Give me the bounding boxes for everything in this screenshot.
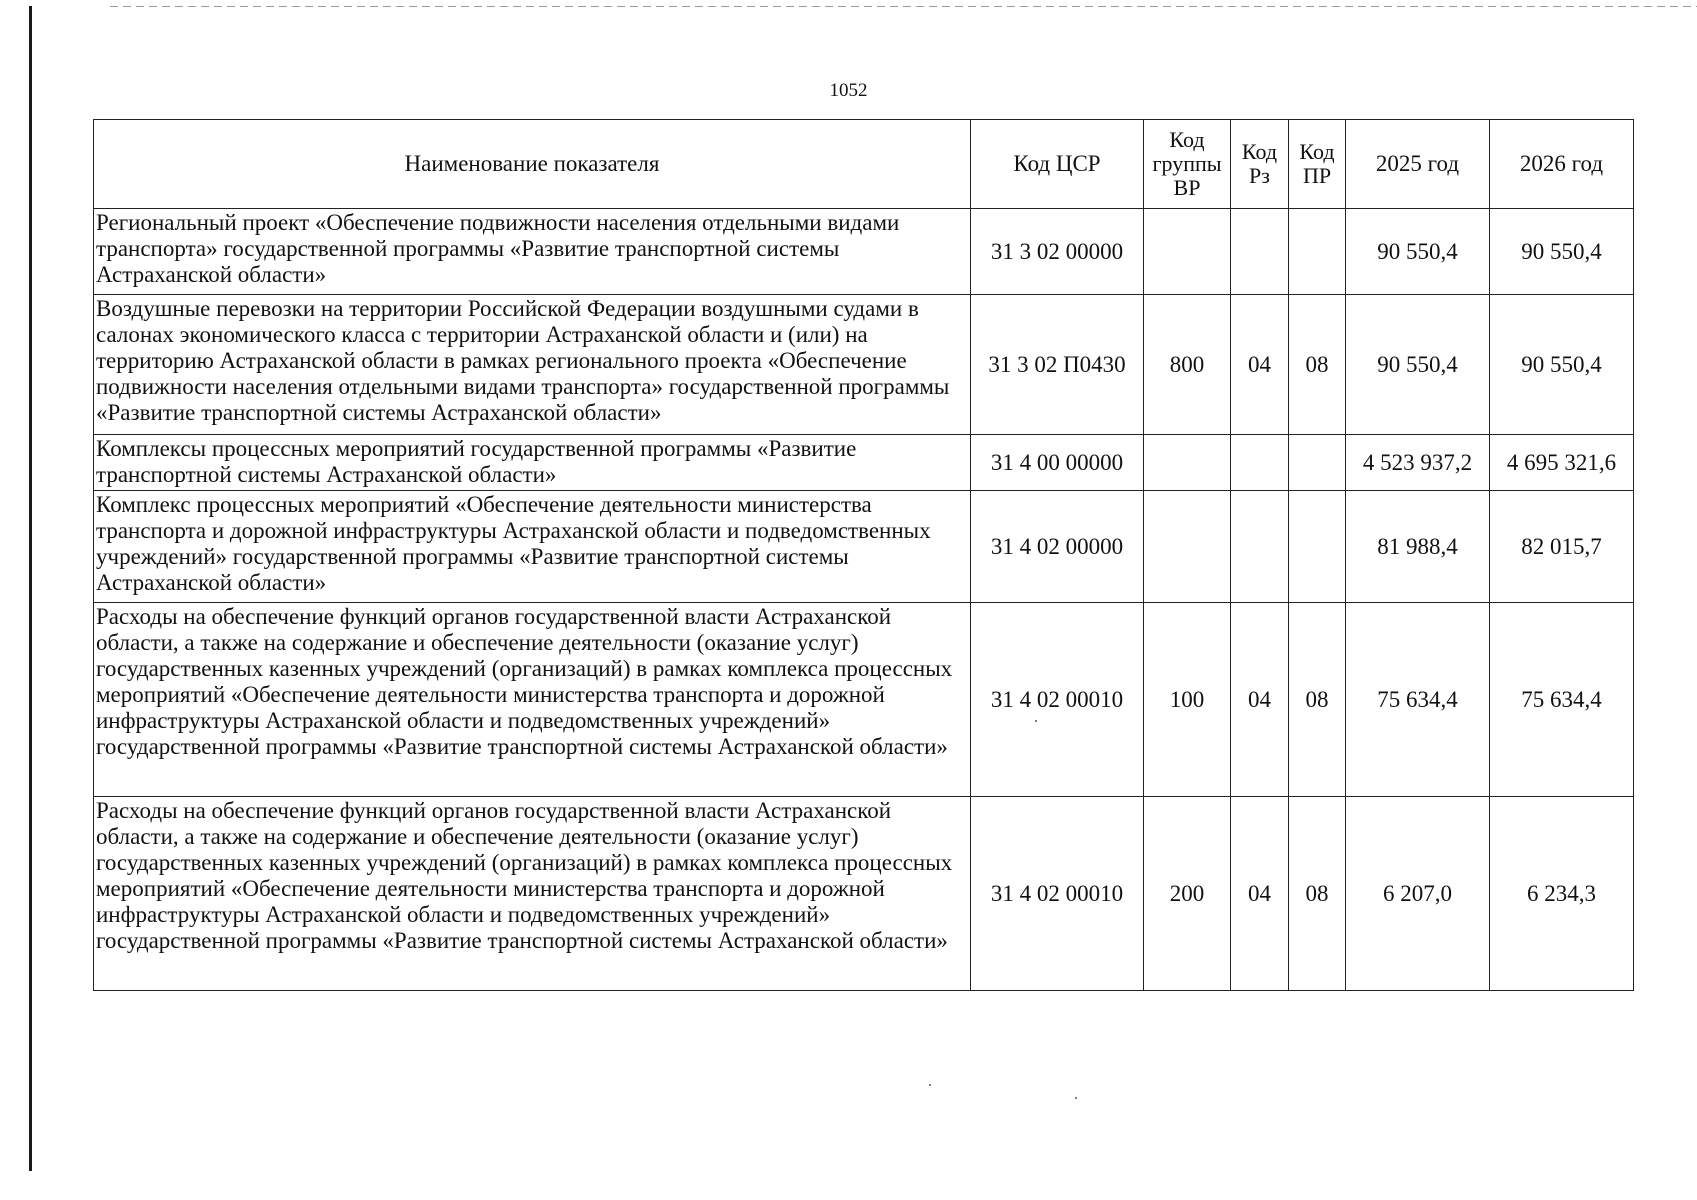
row-value-2026: 90 550,4	[1490, 295, 1634, 435]
row-vr-code	[1144, 491, 1231, 603]
budget-table	[93, 119, 1634, 991]
row-value-2026: 75 634,4	[1490, 603, 1634, 797]
row-pr-code: 08	[1289, 797, 1346, 991]
row-vr-code: 200	[1144, 797, 1231, 991]
row-csr-code: 31 4 02 00010	[971, 797, 1144, 991]
row-csr-code: 31 4 02 00010	[971, 603, 1144, 797]
row-vr-code: 800	[1144, 295, 1231, 435]
row-pr-code: 08	[1289, 603, 1346, 797]
row-vr-code: 100	[1144, 603, 1231, 797]
row-value-2025: 90 550,4	[1346, 209, 1490, 295]
row-value-2025: 75 634,4	[1346, 603, 1490, 797]
row-name: Региональный проект «Обеспечение подвижности населения отдельными видами транспорта» государственной программы «Развитие транспортной системы Астраханской области»	[94, 209, 971, 295]
header-pr-code: Код ПР	[1289, 120, 1346, 209]
row-name: Воздушные перевозки на территории Российской Федерации воздушными судами в салонах экономического класса с территории Астраханской области и (или) на территорию Астраханской области в рамках регионального проекта «Обеспечение подвижности населения отдельными видами транспорта» государственной программы «Развитие транспортной системы Астраханской области»	[94, 295, 971, 435]
page-number: 1052	[829, 80, 868, 101]
table-row	[94, 491, 1634, 603]
header-rz-code: Код Рз	[1231, 120, 1289, 209]
row-value-2026: 6 234,3	[1490, 797, 1634, 991]
table-row	[94, 603, 1634, 797]
table-row	[94, 435, 1634, 491]
row-rz-code: 04	[1231, 797, 1289, 991]
row-vr-code	[1144, 209, 1231, 295]
row-rz-code	[1231, 435, 1289, 491]
row-pr-code	[1289, 209, 1346, 295]
row-rz-code	[1231, 491, 1289, 603]
row-name: Расходы на обеспечение функций органов государственной власти Астраханской области, а также на содержание и обеспечение деятельности (оказание услуг) государственных казенных учреждений (организаций) в рамках комплекса процессных мероприятий «Обеспечение деятельности министерства транспорта и дорожной инфраструктуры Астраханской области и подведомственных учреждений» государственной программы «Развитие транспортной системы Астраханской области»	[94, 603, 971, 797]
row-name: Комплексы процессных мероприятий государственной программы «Развитие транспортной системы Астраханской области»	[94, 435, 971, 491]
header-year-2026: 2026 год	[1490, 120, 1634, 209]
header-csr-code: Код ЦСР	[971, 120, 1144, 209]
scan-left-edge-line	[29, 6, 32, 1171]
row-csr-code: 31 3 02 П0430	[971, 295, 1144, 435]
row-value-2026: 4 695 321,6	[1490, 435, 1634, 491]
row-value-2025: 81 988,4	[1346, 491, 1490, 603]
table-header-row	[94, 120, 1634, 209]
row-name: Расходы на обеспечение функций органов государственной власти Астраханской области, а также на содержание и обеспечение деятельности (оказание услуг) государственных казенных учреждений (организаций) в рамках комплекса процессных мероприятий «Обеспечение деятельности министерства транспорта и дорожной инфраструктуры Астраханской области и подведомственных учреждений» государственной программы «Развитие транспортной системы Астраханской области»	[94, 797, 971, 991]
row-value-2025: 4 523 937,2	[1346, 435, 1490, 491]
header-vr-group-code: Код группы ВР	[1144, 120, 1231, 209]
row-csr-code: 31 4 02 00000	[971, 491, 1144, 603]
row-csr-code: 31 4 00 00000	[971, 435, 1144, 491]
table-row	[94, 295, 1634, 435]
row-rz-code: 04	[1231, 603, 1289, 797]
row-name: Комплекс процессных мероприятий «Обеспечение деятельности министерства транспорта и дорожной инфраструктуры Астраханской области и подведомственных учреждений» государственной программы «Развитие транспортной системы Астраханской области»	[94, 491, 971, 603]
table-row	[94, 209, 1634, 295]
row-pr-code	[1289, 435, 1346, 491]
table-row	[94, 797, 1634, 991]
row-pr-code: 08	[1289, 295, 1346, 435]
row-value-2025: 6 207,0	[1346, 797, 1490, 991]
scan-speck	[1075, 1097, 1077, 1099]
row-pr-code	[1289, 491, 1346, 603]
row-rz-code	[1231, 209, 1289, 295]
scan-speck	[1035, 720, 1037, 722]
header-name: Наименование показателя	[94, 120, 971, 209]
row-rz-code: 04	[1231, 295, 1289, 435]
row-value-2025: 90 550,4	[1346, 295, 1490, 435]
row-value-2026: 82 015,7	[1490, 491, 1634, 603]
row-vr-code	[1144, 435, 1231, 491]
header-year-2025: 2025 год	[1346, 120, 1490, 209]
scan-speck	[929, 1084, 931, 1086]
row-csr-code: 31 3 02 00000	[971, 209, 1144, 295]
scan-top-edge-line	[110, 6, 1697, 7]
row-value-2026: 90 550,4	[1490, 209, 1634, 295]
